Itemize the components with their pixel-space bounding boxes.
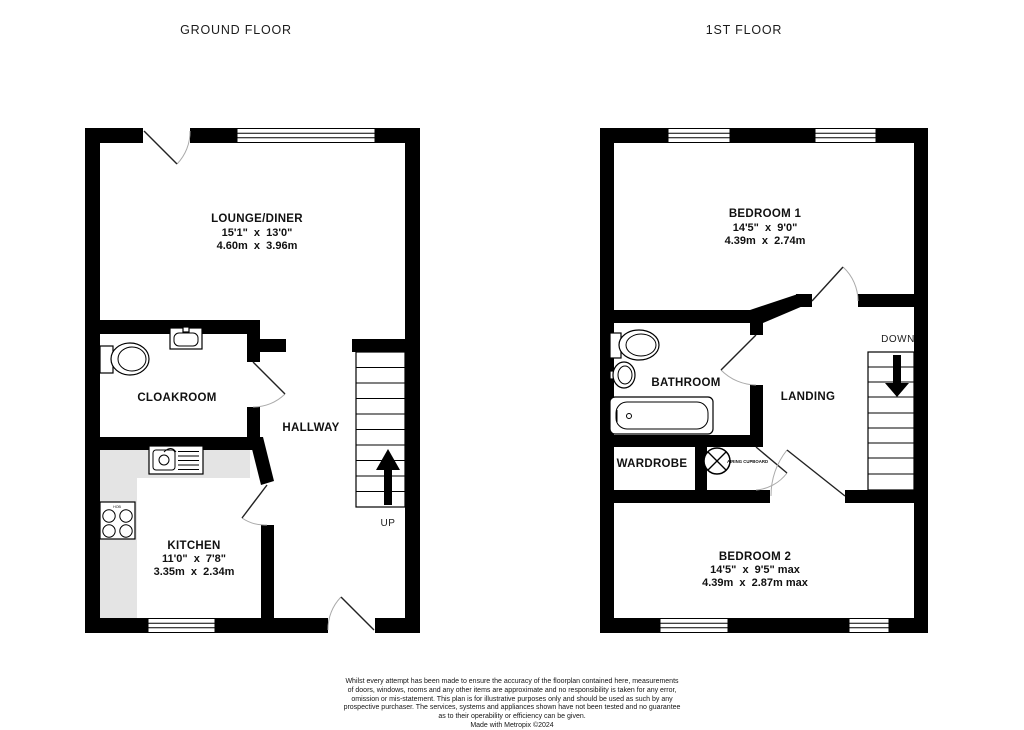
- cloakroom-sink-icon: [170, 327, 202, 349]
- bathroom-label: BATHROOM: [651, 377, 721, 389]
- ff-window-top-left: [668, 129, 730, 143]
- disclaimer-line: omission or mis-statement. This plan is for illustrative purposes only and should be used as such by any: [351, 695, 673, 703]
- bedroom1-label: BEDROOM 1: [728, 208, 802, 220]
- kitchen-door-leaf: [242, 485, 267, 518]
- wardrobe-label: WARDROBE: [616, 458, 688, 470]
- gf-window-top: [237, 129, 375, 143]
- bedroom2-door-leaf: [787, 450, 845, 496]
- ground-floor-title: GROUND FLOOR: [180, 23, 292, 37]
- gf-window-bottom: [148, 619, 215, 633]
- bedroom1-metric: 4.39m x 2.74m: [724, 235, 806, 247]
- hob-icon: [100, 502, 135, 539]
- lounge-diner-metric: 4.60m x 3.96m: [216, 240, 298, 252]
- disclaimer-line: as to their operability or efficiency can be given.: [438, 713, 586, 721]
- ff-stairs: [868, 352, 914, 490]
- up-label: UP: [380, 518, 396, 529]
- bedroom2-metric: 4.39m x 2.87m max: [702, 577, 808, 589]
- kitchen-label: KITCHEN: [167, 540, 221, 552]
- kitchen-metric: 3.35m x 2.34m: [153, 566, 235, 578]
- cloakroom-toilet-icon: [100, 343, 149, 375]
- bathroom-toilet-icon: [610, 330, 659, 360]
- kitchen-sink-icon: [149, 446, 203, 474]
- kitchen-imperial: 11'0" x 7'8": [162, 553, 226, 565]
- gf-front-door-opening: [143, 127, 190, 144]
- landing-label: LANDING: [780, 391, 836, 403]
- disclaimer-line: of doors, windows, rooms and any other items are approximate and no responsibility is taken for any error,: [347, 686, 677, 694]
- bedroom1-imperial: 14'5" x 9'0": [732, 222, 798, 234]
- lounge-diner-label: LOUNGE/DINER: [211, 213, 303, 225]
- ff-window-bottom-right: [849, 619, 889, 633]
- lounge-diner-imperial: 15'1" x 13'0": [221, 227, 293, 239]
- hob-label: HOB: [113, 505, 121, 509]
- disclaimer: [0, 678, 1024, 730]
- first-floor-plan: [600, 23, 928, 633]
- airing-cupboard-label: AIRING CUPBOARD: [727, 459, 769, 464]
- gf-back-door-opening: [328, 617, 375, 634]
- disclaimer-line: prospective purchaser. The services, systems and appliances shown have not been tested and no guarantee: [343, 704, 681, 712]
- gf-stairs: [356, 352, 405, 507]
- hallway-label: HALLWAY: [282, 422, 340, 434]
- ground-floor-plan: [85, 23, 420, 634]
- bathtub-icon: [610, 397, 713, 434]
- bedroom2-imperial: 14'5" x 9'5" max: [710, 564, 800, 576]
- bedroom1-door-leaf: [812, 267, 843, 301]
- bathroom-door-leaf: [721, 335, 756, 370]
- cloakroom-label: CLOAKROOM: [137, 392, 217, 404]
- ff-window-top-right: [815, 129, 876, 143]
- first-floor-title: 1ST FLOOR: [705, 23, 783, 37]
- ff-window-bottom-left: [660, 619, 728, 633]
- down-label: DOWN: [881, 334, 915, 345]
- disclaimer-credit: Made with Metropix ©2024: [470, 721, 554, 729]
- cloakroom-door-leaf: [253, 362, 285, 394]
- bedroom2-label: BEDROOM 2: [718, 551, 792, 563]
- disclaimer-line: Whilst every attempt has been made to ensure the accuracy of the floorplan contained here, measurements: [345, 678, 679, 685]
